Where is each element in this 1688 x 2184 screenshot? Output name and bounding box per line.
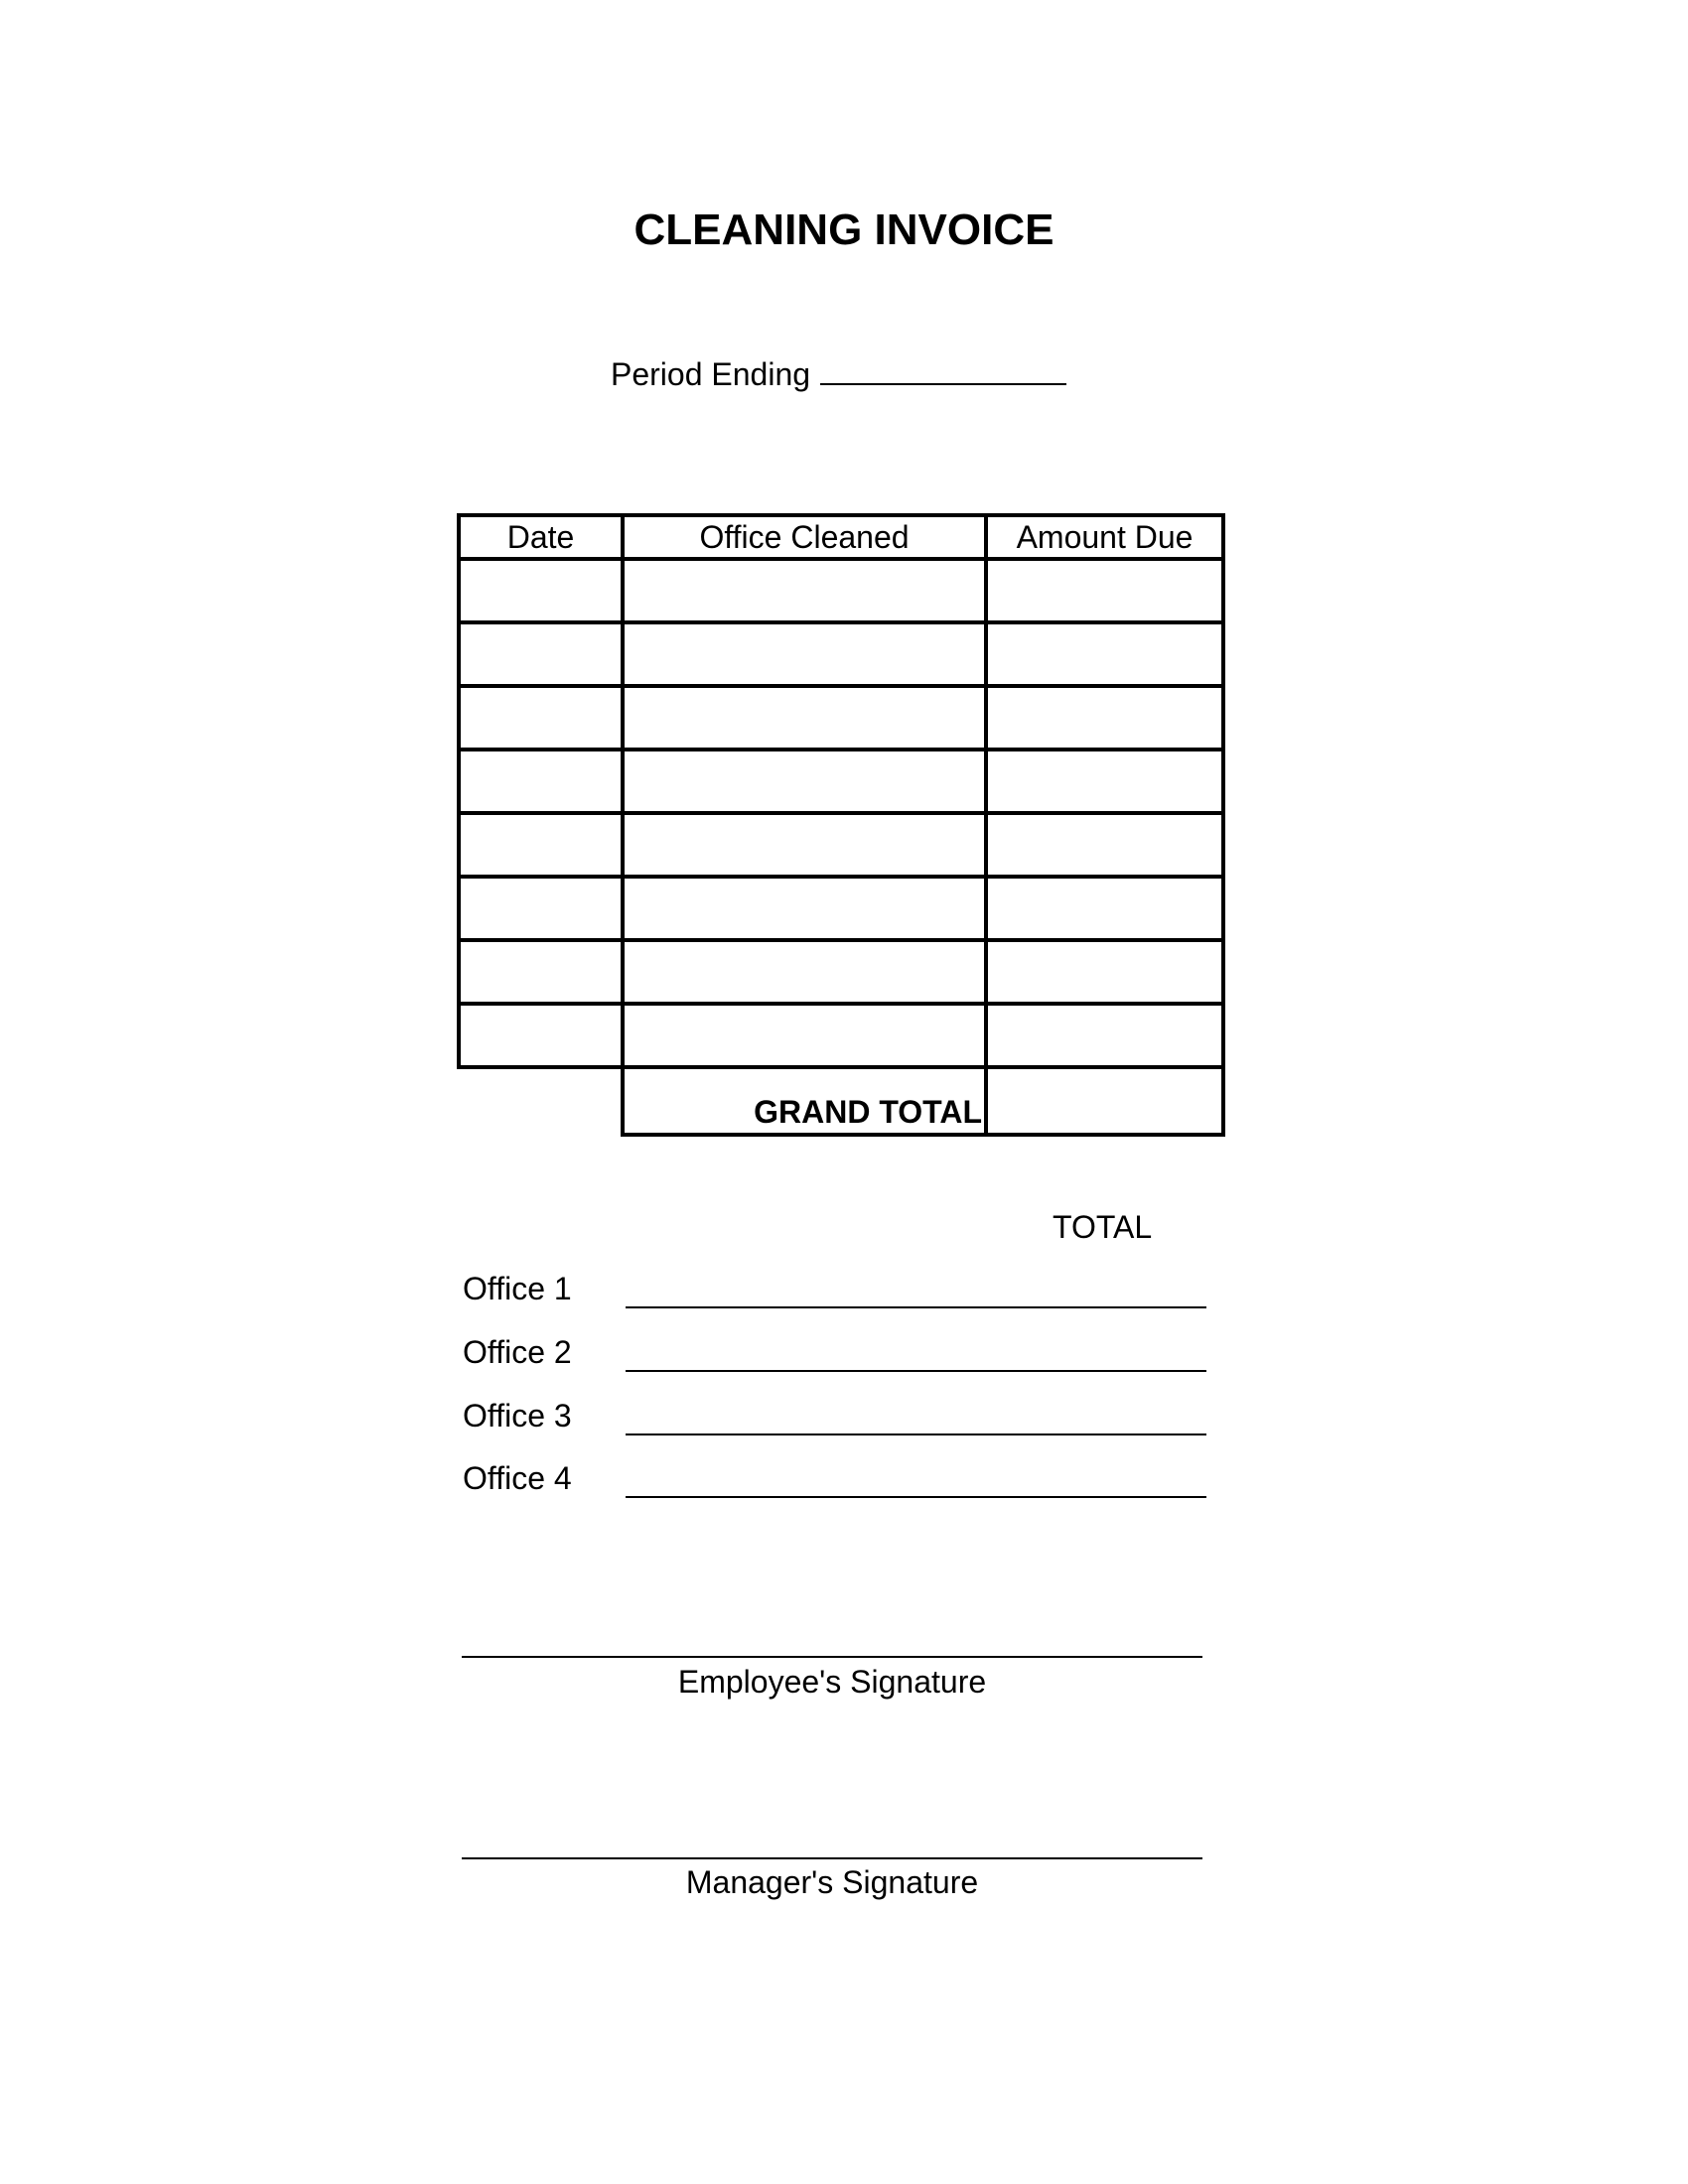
date-cell[interactable] (459, 622, 623, 686)
office-total-row (463, 1396, 1217, 1439)
period-ending-field[interactable] (820, 353, 1066, 385)
invoice-title: CLEANING INVOICE (633, 205, 1055, 254)
office-cleaned-cell[interactable] (623, 559, 986, 622)
office-total-row (463, 1458, 1217, 1502)
invoice-table (457, 513, 1225, 1137)
table-row (459, 559, 1223, 622)
date-cell[interactable] (459, 940, 623, 1004)
office-total-label: Office 1 (463, 1271, 572, 1306)
office-cleaned-cell[interactable] (623, 622, 986, 686)
office-total-field[interactable] (626, 1370, 1206, 1372)
table-row (459, 940, 1223, 1004)
office-cleaned-cell[interactable] (623, 686, 986, 750)
amount-due-cell[interactable] (986, 1004, 1223, 1067)
date-cell[interactable] (459, 1004, 623, 1067)
column-header-date: Date (459, 515, 623, 559)
employee-signature-label: Employee's Signature (677, 1664, 987, 1700)
office-cleaned-cell[interactable] (623, 1004, 986, 1067)
total-column-header: TOTAL (1053, 1209, 1153, 1245)
table-row (459, 750, 1223, 813)
column-header-amount-due: Amount Due (986, 515, 1223, 559)
office-total-label: Office 3 (463, 1398, 572, 1433)
office-total-label: Office 2 (463, 1334, 572, 1370)
office-total-field[interactable] (626, 1306, 1206, 1308)
date-cell[interactable] (459, 877, 623, 940)
amount-due-cell[interactable] (986, 559, 1223, 622)
grand-total-spacer (459, 1067, 623, 1135)
amount-due-cell[interactable] (986, 877, 1223, 940)
table-row (459, 813, 1223, 877)
grand-total-value[interactable] (986, 1067, 1223, 1135)
table-row (459, 622, 1223, 686)
employee-signature-line[interactable] (462, 1656, 1202, 1658)
date-cell[interactable] (459, 686, 623, 750)
table-row (459, 1004, 1223, 1067)
amount-due-cell[interactable] (986, 686, 1223, 750)
column-header-office-cleaned: Office Cleaned (623, 515, 986, 559)
office-total-row (463, 1332, 1217, 1376)
table-row (459, 877, 1223, 940)
office-cleaned-cell[interactable] (623, 877, 986, 940)
office-cleaned-cell[interactable] (623, 813, 986, 877)
grand-total-row (459, 1067, 1223, 1135)
manager-signature-line[interactable] (462, 1857, 1202, 1859)
office-total-row (463, 1269, 1217, 1312)
date-cell[interactable] (459, 813, 623, 877)
office-total-label: Office 4 (463, 1460, 572, 1496)
amount-due-cell[interactable] (986, 940, 1223, 1004)
grand-total-label: GRAND TOTAL (623, 1067, 986, 1135)
office-total-field[interactable] (626, 1496, 1206, 1498)
date-cell[interactable] (459, 750, 623, 813)
period-ending-label: Period Ending (611, 356, 811, 392)
manager-signature-label: Manager's Signature (685, 1864, 979, 1900)
date-cell[interactable] (459, 559, 623, 622)
table-row (459, 686, 1223, 750)
amount-due-cell[interactable] (986, 622, 1223, 686)
office-total-field[interactable] (626, 1433, 1206, 1435)
office-cleaned-cell[interactable] (623, 940, 986, 1004)
amount-due-cell[interactable] (986, 813, 1223, 877)
period-ending (611, 353, 1066, 394)
amount-due-cell[interactable] (986, 750, 1223, 813)
office-cleaned-cell[interactable] (623, 750, 986, 813)
table-header-row (459, 515, 1223, 559)
